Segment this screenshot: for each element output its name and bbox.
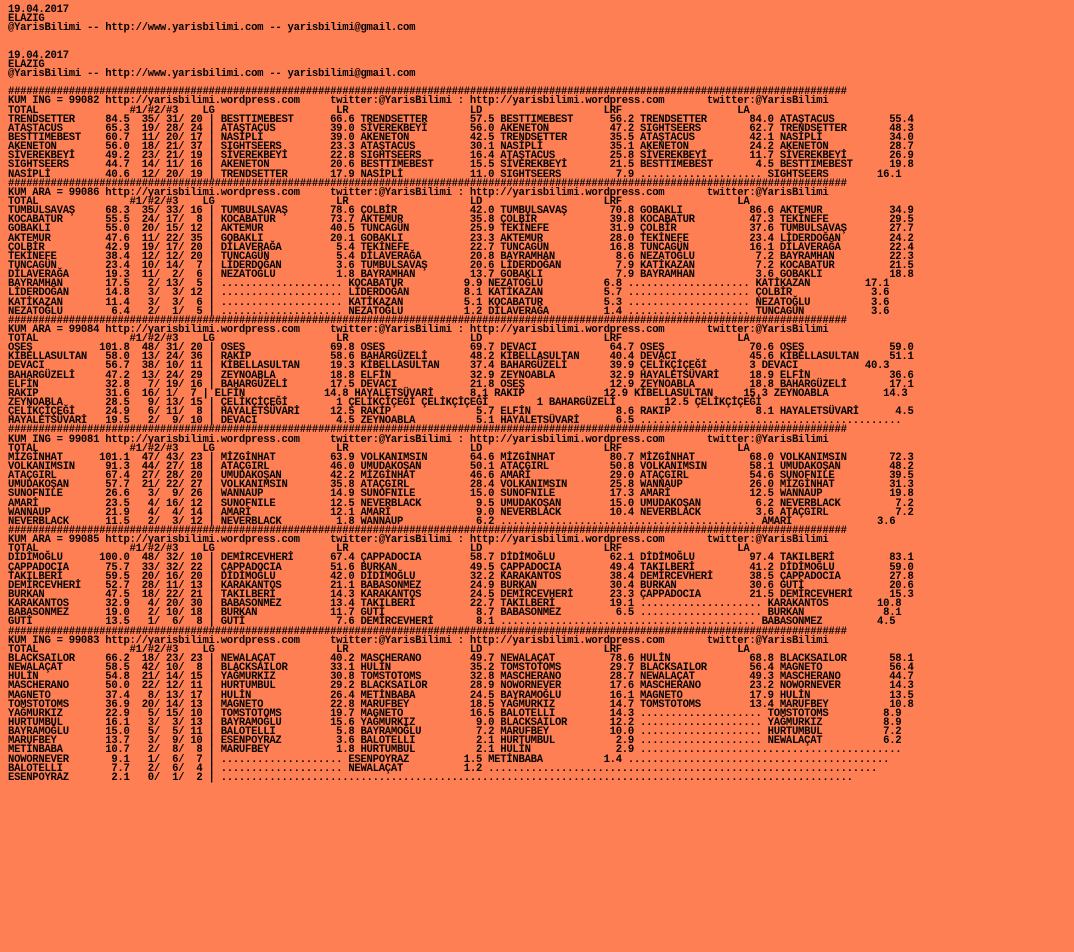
text-line: KİBELLASULTAN 58.0 13/ 24/ 36 | RAKIP 58.6 BAHARGÜZELİ 48.2 KİBELLASULTAN 40.4 DEVACI 45.6 KİBELLASULTAN 51.1 — [8, 351, 914, 364]
text-line: NEZATOĞLU 6.4 2/ 1/ 5 | .................... NEZATOĞLU 1.2 DİLAVERAĞA 1.4 .................... TUNCAGÜN 3.6 — [8, 305, 890, 318]
text-line: ATAÇGIRL 67.4 27/ 28/ 20 | UMUDAKOŞAN 42.2 MİZGİNHAT 46.6 AMARİ 29.0 ATAÇGIRL 54.6 SUNOFNILE 39.5 — [8, 470, 914, 483]
text-line: TEKİNEFE 38.4 12/ 12/ 20 | TUNCAGÜN 5.4 DİLAVERAĞA 20.8 BAYRAMHAN 8.6 NEZATOĞLU 7.2 BAYRAMHAN 22.3 — [8, 250, 914, 263]
text-line: ZEYNOABLA 28.5 9/ 13/ 15 | ÇELİKÇİÇEĞİ 1 ÇELİKÇİÇEĞİ ÇELİKÇİÇEĞİ 1 BAHARGÜZELİ 12.5 ÇELİKÇİÇEĞİ — [8, 397, 762, 410]
text-line: BAYRAMHAN 17.5 2/ 13/ 5 | .................... KOCABATUR 9.9 NEZATOĞLU 6.8 .................... KATİKAZAN 17.1 — [8, 278, 890, 291]
text-line: HULİN 54.8 21/ 14/ 15 | YAĞMURKIZ 30.8 TOMSTOTOMS 32.8 MASCHERANO 28.7 NEWALAÇAT 49.3 MASCHERANO 44.7 — [8, 671, 914, 684]
text-line: NOWORNEVER 9.1 1/ 6/ 7 | .................... ESENPOYRAZ 1.5 METİNBABA 1.4 ........................................... — [8, 753, 890, 766]
text-line: YAĞMURKIZ 22.9 5/ 15/ 10 | TOMSTOTOMS 19.7 MAGNETO 16.5 BALOTELLI 14.3 .................... TOMSTOTOMS 8.9 — [8, 707, 902, 720]
text-line: ELAZIG — [8, 58, 45, 71]
text-line: 19.04.2017 — [8, 4, 69, 16]
text-line: ########################################################################################################################################## — [8, 625, 847, 638]
text-line: ÇOLBİR 42.9 19/ 17/ 20 | DİLAVERAĞA 5.4 TEKİNEFE 22.7 TUNCAGÜN 16.8 TUNCAGÜN 16.1 DİLAVERAĞA 22.4 — [8, 241, 914, 254]
text-line: DİDİMOĞLU 100.0 48/ 32/ 10 | DEMİRCEVHERİ 67.4 ÇAPPADOCIA 58.7 DİDİMOĞLU 62.1 DİDİMOĞLU 97.4 TAKILBERİ 83.1 — [8, 552, 914, 565]
text-line: OSEŞ 101.8 48/ 31/ 20 | OSEŞ 69.8 OSEŞ 69.7 DEVACI 64.7 OSEŞ 70.6 OSEŞ 59.0 — [8, 342, 914, 355]
text-line: GOBAKLI 55.0 20/ 15/ 12 | AKTEMUR 40.5 TUNCAGÜN 25.9 TEKİNEFE 31.9 ÇOLBİR 37.6 TUMBULSAVAŞ 27.7 — [8, 223, 914, 236]
text-line: SIGHTSEERS 44.7 14/ 11/ 16 | AKENETON 20.6 BESTTIMEBEST 15.5 SİVEREKBEYİ 21.5 BESTTIMEBEST 4.5 BESTTIMEBEST 19.8 — [8, 159, 914, 172]
text-line: WANNAUP 21.9 4/ 4/ 14 | AMARİ 12.1 AMARİ 9.0 NEVERBLACK 10.4 NEVERBLACK 3.6 ATAÇGIRL 7.2 — [8, 506, 914, 519]
text-line: AKTEMUR 47.6 11/ 22/ 35 | GOBAKLI 20.1 GOBAKLI 23.3 AKTEMUR 28.0 TEKİNEFE 23.4 LİDERDOĞAN 24.2 — [8, 232, 914, 245]
text-line: ELFİN 32.8 7/ 19/ 16 | BAHARGÜZELİ 17.5 DEVACI 21.8 OSEŞ 12.9 ZEYNOABLA 18.8 BAHARGÜZELİ 17.1 — [8, 378, 914, 391]
text-line: DEMİRCEVHERİ 52.7 28/ 11/ 13 | KARAKANTOS 21.1 BABASONMEZ 24.9 BURKAN 30.4 BURKAN 30.6 GUTİ 20.6 — [8, 579, 914, 592]
text-line: RAKIP 31.6 16/ 1/ 7 | ELFİN 14.8 HAYALETSÜVARİ 8.1 RAKIP 12.9 KİBELLASULTAN 15.3 ZEYNOABLA 14.3 — [8, 387, 908, 400]
text-line: 19.04.2017 — [8, 49, 69, 62]
text-line: KUM ING = 99082 http://yarisbilimi.wordpress.com twitter:@YarisBilimi : http://yarisbilimi.wordpress.com twitter:@YarisBilimi — [8, 95, 829, 108]
text-line: DEVACI 56.7 38/ 10/ 11 | KİBELLASULTAN 19.3 KİBELLASULTAN 37.4 BAHARGÜZELİ 39.9 ÇELİKÇİÇEĞİ 3 DEVACI 40.3 — [8, 360, 890, 373]
text-line: KUM ARA = 99086 http://yarisbilimi.wordpress.com twitter:@YarisBilimi : http://yarisbilimi.wordpress.com twitter:@YarisBilimi — [8, 186, 829, 199]
text-line: KUM ARA = 99084 http://yarisbilimi.wordpress.com twitter:@YarisBilimi : http://yarisbilimi.wordpress.com twitter:@YarisBilimi — [8, 323, 829, 336]
text-line: BURKAN 47.5 18/ 22/ 21 | TAKILBERİ 14.3 KARAKANTOS 24.5 DEMİRCEVHERİ 23.3 ÇAPPADOCIA 21.5 DEMİRCEVHERİ 15.3 — [8, 589, 914, 601]
text-line: TAKILBERİ 59.5 20/ 16/ 20 | DİDİMOĞLU 42.0 DİDİMOĞLU 32.2 KARAKANTOS 38.4 DEMİRCEVHERİ 38.5 ÇAPPADOCIA 27.8 — [8, 570, 914, 583]
text-line: NEWALAÇAT 58.5 42/ 10/ 8 | BLACKSAILOR 33.1 HULİN 35.2 TOMSTOTOMS 29.7 BLACKSAILOR 56.4 MAGNETO 56.4 — [8, 662, 914, 675]
text-line: TUMBULSAVAŞ 68.3 35/ 33/ 16 | TUMBULSAVAŞ 78.6 ÇOLBİR 42.0 TUMBULSAVAŞ 70.8 GOBAKLI 86.6 AKTEMUR 34.9 — [8, 205, 914, 218]
text-line: TOTAL #1/#2/#3 LG LR LD LRF LA — [8, 643, 750, 656]
text-line: LİDERDOĞAN 14.8 3/ 3/ 12 | .................... LİDERDOĞAN 8.1 KATİKAZAN 5.7 .................... ÇOLBİR 3.6 — [8, 287, 890, 300]
text-line: BLACKSAILOR 66.2 18/ 23/ 23 | NEWALAÇAT 40.2 MASCHERANO 49.7 NEWALAÇAT 78.6 HULİN 68.8 BLACKSAILOR 58.1 — [8, 652, 914, 665]
text-line: BALOTELLI 7.7 2/ 6/ 4 | .................... NEWALAÇAT 1.2 ................................................................ — [8, 762, 878, 775]
text-line: ÇAPPADOCIA 75.7 33/ 32/ 22 | ÇAPPADOCIA 51.6 BURKAN 49.5 ÇAPPADOCIA 49.4 TAKILBERİ 41.2 DİDİMOĞLU 59.0 — [8, 561, 914, 574]
text-line: TOTAL #1/#2/#3 LG LR LD LRF LA — [8, 333, 750, 346]
text-line: TOTAL #1/#2/#3 LG LR LD LRF LA — [8, 543, 750, 556]
text-line: ESENPOYRAZ 2.1 0/ 1/ 2 | ........................................................................................................ — [8, 771, 853, 784]
text-line — [8, 43, 1074, 52]
text-line: SUNOFNILE 26.6 3/ 9/ 26 | WANNAUP 14.9 SUNOFNILE 15.0 SUNOFNILE 17.3 AMARİ 12.5 WANNAUP 19.8 — [8, 488, 914, 501]
text-line: BAYRAMOĞLU 15.0 5/ 5/ 11 | BALOTELLI 5.8 BAYRAMOĞLU 7.2 MARUFBEY 10.0 .................... HURTUMBUL 7.2 — [8, 726, 902, 739]
text-line: ÇELİKÇİÇEĞİ 24.9 6/ 11/ 8 | HAYALETSÜVARİ 12.5 RAKIP 5.7 ELFİN 8.6 RAKIP 8.1 HAYALETSÜVARİ 4.5 — [8, 406, 914, 419]
text-line: ELAZIG — [8, 13, 45, 26]
text-line: VOLKANIMSIN 91.3 44/ 27/ 18 | ATAÇGIRL 46.0 UMUDAKOŞAN 50.1 ATAÇGIRL 50.8 VOLKANIMSIN 58.1 UMUDAKOŞAN 48.2 — [8, 461, 914, 474]
text-line: NASİPLİ 40.6 12/ 20/ 19 | TRENDSETTER 17.9 NASİPLİ 11.0 SIGHTSEERS 7.9 .................... SIGHTSEERS 16.1 — [8, 168, 902, 181]
text-line: MARUFBEY 13.7 3/ 9/ 10 | ESENPOYRAZ 3.6 BALOTELLI 2.1 HURTUMBUL 2.9 .................... NEWALAÇAT 6.2 — [8, 735, 902, 748]
text-line: TOTAL #1/#2/#3 LG LR LD LRF LA — [8, 442, 750, 455]
text-line: ########################################################################################################################################## — [8, 177, 847, 190]
text-line: HURTUMBUL 16.1 3/ 3/ 13 | BAYRAMOĞLU 15.6 YAĞMURKIZ 9.0 BLACKSAILOR 12.2 .................... YAĞMURKIZ 8.9 — [8, 716, 902, 729]
text-line: @YarisBilimi -- http://www.yarisbilimi.com -- yarisbilimi@gmail.com — [8, 22, 416, 35]
text-line: KARAKANTOS 32.9 4/ 20/ 30 | BABASONMEZ 13.4 TAKILBERİ 22.7 TAKILBERİ 19.1 .................... KARAKANTOS 10.8 — [8, 598, 902, 611]
text-line: KOCABATUR 55.5 24/ 17/ 8 | KOCABATUR 73.7 AKTEMUR 35.8 ÇOLBİR 39.8 KOCABATUR 47.3 TEKİNEFE 29.5 — [8, 214, 914, 227]
text-line: TRENDSETTER 84.5 35/ 31/ 20 | BESTTIMEBEST 66.6 TRENDSETTER 57.5 BESTTIMEBEST 56.2 TRENDSETTER 84.0 ATAŞTACUS 55.4 — [8, 113, 914, 126]
text-line: ########################################################################################################################################## — [8, 314, 847, 327]
text-line: KUM ING = 99083 http://yarisbilimi.wordpress.com twitter:@YarisBilimi : http://yarisbilimi.wordpress.com twitter:@YarisBilimi — [8, 634, 829, 647]
text-line: MİZGİNHAT 101.1 47/ 43/ 23 | MİZGİNHAT 63.9 VOLKANIMSIN 64.6 MİZGİNHAT 80.7 MİZGİNHAT 68.0 VOLKANIMSIN 72.3 — [8, 451, 914, 464]
text-line: @YarisBilimi -- http://www.yarisbilimi.com -- yarisbilimi@gmail.com — [8, 67, 416, 80]
text-line: KUM ARA = 99085 http://yarisbilimi.wordpress.com twitter:@YarisBilimi : http://yarisbilimi.wordpress.com twitter:@YarisBilimi — [8, 534, 829, 547]
text-line: SİVEREKBEYİ 49.2 23/ 21/ 19 | SİVEREKBEYİ 22.8 SIGHTSEERS 16.4 ATAŞTACUS 25.8 SİVEREKBEYİ 11.7 SİVEREKBEYİ 26.9 — [8, 150, 914, 163]
text-line: ATAŞTACUS 65.3 19/ 28/ 24 | ATAŞTACUS 39.0 SİVEREKBEYİ 56.0 AKENETON 47.2 SIGHTSEERS 62.7 TRENDSETTER 48.3 — [8, 122, 914, 135]
text-line: METİNBABA 10.7 2/ 8/ 8 | MARUFBEY 1.8 HURTUMBUL 2.1 HULİN 2.9 ........................................... — [8, 744, 902, 757]
text-line: MASCHERANO 50.0 22/ 12/ 11 | HURTUMBUL 29.2 BLACKSAILOR 28.9 NOWORNEVER 17.6 MASCHERANO 23.2 NOWORNEVER 14.3 — [8, 680, 914, 693]
text-line: KATİKAZAN 11.4 3/ 3/ 6 | .................... KATİKAZAN 5.1 KOCABATUR 5.3 .................... NEZATOĞLU 3.6 — [8, 296, 890, 309]
text-line: TOTAL #1/#2/#3 LG LR LD LRF LA — [8, 195, 750, 208]
text-line: ########################################################################################################################################## — [8, 424, 847, 437]
text-line: KUM ING = 99081 http://yarisbilimi.wordpress.com twitter:@YarisBilimi : http://yarisbilimi.wordpress.com twitter:@YarisBilimi — [8, 433, 829, 446]
text-line: BABASONMEZ 19.0 2/ 10/ 18 | BURKAN 11.7 GUTİ 8.7 BABASONMEZ 6.5 .................... BURKAN 8.1 — [8, 607, 902, 620]
text-line: ########################################################################################################################################## — [8, 86, 847, 99]
text-line: GUTİ 13.5 1/ 6/ 8 | GUTİ 7.6 DEMİRCEVHERİ 8.1 .......................................... BABASONMEZ 4.5 — [8, 616, 896, 629]
text-line: BESTTIMEBEST 60.7 11/ 20/ 17 | NASİPLİ 39.0 AKENETON 42.5 TRENDSETTER 35.5 ATAŞTACUS 42.1 NASİPLİ 34.0 — [8, 131, 914, 144]
text-line: TOTAL #1/#2/#3 LG LR LD LRF LA — [8, 104, 750, 117]
text-line: TUNCAGÜN 23.4 10/ 14/ 7 | LİDERDOĞAN 3.6 TUMBULSAVAŞ 20.6 LİDERDOĞAN 7.9 KATİKAZAN 7.2 KOCABATUR 21.5 — [8, 259, 914, 272]
text-line: AMARİ 23.5 4/ 16/ 12 | SUNOFNILE 12.5 NEVERBLACK 9.5 UMUDAKOŞAN 15.0 UMUDAKOŞAN 6.2 NEVERBLACK 7.2 — [8, 497, 914, 510]
text-line: NEVERBLACK 11.5 2/ 3/ 12 | NEVERBLACK 1.8 WANNAUP 6.2 .......................................... AMARİ 3.6 — [8, 515, 896, 528]
text-line: BAHARGÜZELİ 47.2 13/ 24/ 29 | ZEYNOABLA 18.8 ELFİN 32.9 ZEYNOABLA 32.9 HAYALETSÜVARİ 18.9 ELFİN 36.6 — [8, 369, 914, 382]
text-line: UMUDAKOŞAN 57.7 21/ 22/ 27 | VOLKANIMSIN 35.8 ATAÇGIRL 28.4 VOLKANIMSIN 25.8 WANNAUP 26.0 MİZGİNHAT 31.3 — [8, 479, 914, 492]
text-line: DİLAVERAĞA 19.3 11/ 2/ 6 | NEZATOĞLU 1.8 BAYRAMHAN 13.7 GOBAKLI 7.9 BAYRAMHAN 3.6 GOBAKLI 18.8 — [8, 269, 914, 282]
text-line: TOMSTOTOMS 36.9 20/ 14/ 13 | MAGNETO 22.8 MARUFBEY 18.5 YAĞMURKIZ 14.7 TOMSTOTOMS 13.4 MARUFBEY 10.8 — [8, 698, 914, 711]
text-line: ########################################################################################################################################## — [8, 525, 847, 538]
text-line: HAYALETSÜVARİ 19.5 2/ 9/ 10 | DEVACI 4.5 ZEYNOABLA 5.1 HAYALETSÜVARİ 6.5 ........................................... — [8, 415, 902, 428]
text-line: AKENETON 56.0 18/ 21/ 37 | SIGHTSEERS 23.3 ATAŞTACUS 30.1 NASİPLİ 35.1 AKENETON 24.2 AKENETON 28.7 — [8, 141, 914, 154]
text-line — [8, 33, 1074, 42]
text-line: MAGNETO 37.4 8/ 13/ 17 | HULİN 26.4 METİNBABA 24.5 BAYRAMOĞLU 16.1 MAGNETO 17.9 HULİN 13.5 — [8, 689, 914, 702]
